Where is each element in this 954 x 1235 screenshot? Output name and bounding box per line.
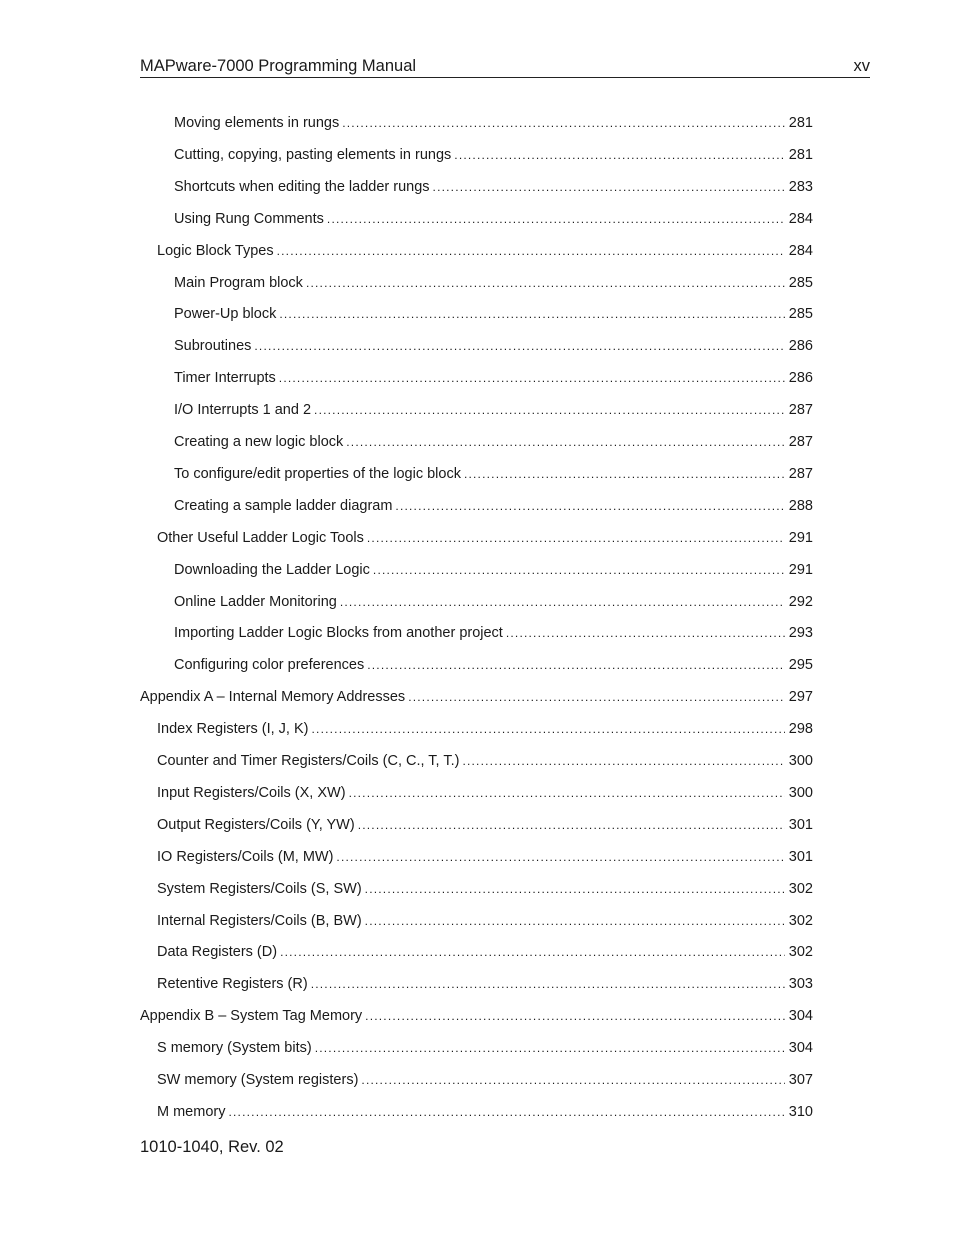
toc-entry-page: 301 (788, 816, 813, 833)
toc-entry-page: 287 (788, 402, 813, 419)
dot-leader (395, 494, 784, 518)
toc-entry[interactable] (174, 430, 813, 454)
toc-entry-title: Index Registers (I, J, K) (157, 721, 309, 738)
dot-leader (306, 271, 785, 295)
dot-leader (327, 207, 785, 231)
toc-entry-page: 304 (788, 1040, 813, 1057)
toc-entry[interactable] (157, 781, 813, 805)
toc-entry-title: Timer Interrupts (174, 370, 276, 387)
toc-entry-title: Shortcuts when editing the ladder rungs (174, 178, 430, 195)
toc-entry-title: Output Registers/Coils (Y, YW) (157, 816, 355, 833)
dot-leader (312, 717, 785, 741)
toc-entry-title: Appendix B – System Tag Memory (140, 1008, 363, 1025)
toc-entry-title: Logic Block Types (157, 242, 274, 259)
toc-entry[interactable] (157, 749, 813, 773)
toc-entry-title: S memory (System bits) (157, 1040, 312, 1057)
toc-entry-page: 291 (788, 561, 813, 578)
toc-entry-page: 281 (788, 115, 813, 131)
toc-entry[interactable] (174, 590, 813, 614)
dot-leader (365, 1004, 785, 1028)
toc-entry[interactable] (157, 1036, 813, 1060)
dot-leader (506, 621, 785, 645)
toc-entry-page: 285 (788, 274, 813, 291)
toc-entry-title: IO Registers/Coils (M, MW) (157, 848, 334, 865)
toc-entry-title: Using Rung Comments (174, 210, 324, 227)
toc-entry-page: 284 (788, 242, 813, 259)
toc-entry-title: System Registers/Coils (S, SW) (157, 880, 362, 897)
toc-entry[interactable] (157, 526, 813, 550)
toc-entry-title: M memory (157, 1103, 226, 1120)
toc-entry[interactable] (157, 877, 813, 901)
dot-leader (314, 398, 785, 422)
toc-entry[interactable] (174, 398, 813, 422)
toc-entry[interactable] (157, 909, 813, 933)
toc-entry-title: Cutting, copying, pasting elements in rungs (174, 146, 452, 163)
toc-entry-page: 301 (788, 848, 813, 865)
dot-leader (346, 430, 785, 454)
toc-entry-title: Counter and Timer Registers/Coils (C, C., T, T.) (157, 753, 460, 769)
dot-leader (336, 845, 784, 869)
toc-entry-title: Appendix A – Internal Memory Addresses (140, 689, 406, 706)
toc-entry-title: Creating a new logic block (174, 434, 344, 450)
toc-entry-page: 284 (788, 210, 813, 227)
toc-entry-page: 293 (788, 625, 813, 642)
toc-entry-page: 304 (788, 1008, 813, 1025)
toc-entry-page: 286 (788, 370, 813, 387)
toc-entry-page: 287 (788, 434, 813, 450)
dot-leader (277, 239, 785, 263)
toc-entry[interactable] (157, 845, 813, 869)
toc-entry[interactable] (174, 111, 813, 135)
dot-leader (342, 111, 785, 135)
document-number: 1010-1040, Rev. 02 (140, 1138, 284, 1156)
toc-entry[interactable] (157, 940, 813, 964)
toc-entry-page: 298 (788, 721, 813, 738)
dot-leader (408, 685, 785, 709)
toc-entry-page: 288 (788, 497, 813, 514)
toc-entry-page: 302 (788, 944, 813, 961)
dot-leader (462, 749, 784, 773)
toc-entry-title: Input Registers/Coils (X, XW) (157, 784, 346, 801)
toc-entry[interactable] (174, 558, 813, 582)
toc-entry[interactable] (174, 621, 813, 645)
dot-leader (340, 590, 785, 614)
dot-leader (311, 972, 785, 996)
toc-entry[interactable] (174, 462, 813, 486)
toc-entry-page: 287 (788, 465, 813, 482)
dot-leader (358, 813, 785, 837)
toc-entry-page: 285 (788, 306, 813, 323)
toc-entry-page: 310 (788, 1103, 813, 1120)
toc-entry-title: Creating a sample ladder diagram (174, 497, 393, 514)
toc-entry-title: Internal Registers/Coils (B, BW) (157, 912, 362, 929)
toc-entry-title: Power-Up block (174, 306, 277, 323)
toc-entry-page: 286 (788, 338, 813, 355)
toc-entry-title: Configuring color preferences (174, 657, 365, 674)
toc-entry-title: Online Ladder Monitoring (174, 593, 337, 610)
page-number: xv (853, 57, 870, 75)
document-title: MAPware-7000 Programming Manual (140, 57, 417, 75)
toc-entry[interactable] (174, 302, 813, 326)
toc-entry-title: To configure/edit properties of the logic block (174, 465, 461, 482)
toc-entry-page: 307 (788, 1072, 813, 1088)
toc-entry[interactable] (174, 143, 813, 167)
toc-entry-title: Retentive Registers (R) (157, 976, 308, 993)
toc-entry[interactable] (174, 334, 813, 358)
toc-entry-page: 283 (788, 178, 813, 195)
toc-entry[interactable] (174, 271, 813, 295)
toc-entry-page: 303 (788, 976, 813, 993)
toc-entry[interactable] (157, 1100, 813, 1124)
toc-entry[interactable] (174, 366, 813, 390)
toc-entry[interactable] (140, 1004, 813, 1028)
toc-entry-page: 302 (788, 912, 813, 929)
toc-entry-page: 297 (788, 689, 813, 706)
toc-entry-title: Data Registers (D) (157, 944, 278, 961)
dot-leader (464, 462, 785, 486)
toc-entry[interactable] (174, 207, 813, 231)
toc-entry-page: 281 (788, 146, 813, 163)
toc-entry-title: Moving elements in rungs (174, 115, 340, 131)
toc-entry[interactable] (157, 813, 813, 837)
toc-entry[interactable] (174, 175, 813, 199)
toc-entry-title: Subroutines (174, 338, 252, 355)
toc-entry[interactable] (157, 1068, 813, 1092)
dot-leader (279, 302, 784, 326)
toc-entry-page: 300 (788, 784, 813, 801)
dot-leader (454, 143, 785, 167)
toc-entry-title: I/O Interrupts 1 and 2 (174, 402, 312, 419)
toc-entry-title: Other Useful Ladder Logic Tools (157, 529, 364, 546)
toc-entry-title: SW memory (System registers) (157, 1072, 359, 1088)
toc-entry-page: 302 (788, 880, 813, 897)
toc-entry-title: Importing Ladder Logic Blocks from another project (174, 625, 503, 642)
toc-entry[interactable] (157, 717, 813, 741)
toc-entry-title: Downloading the Ladder Logic (174, 561, 370, 578)
dot-leader (433, 175, 785, 199)
dot-leader (365, 909, 785, 933)
dot-leader (228, 1100, 784, 1124)
toc-entry[interactable] (174, 494, 813, 518)
toc-entry-page: 300 (788, 753, 813, 769)
dot-leader (280, 940, 785, 964)
dot-leader (367, 526, 785, 550)
toc-entry[interactable] (174, 653, 813, 677)
dot-leader (349, 781, 785, 805)
dot-leader (315, 1036, 785, 1060)
toc-entry-page: 291 (788, 529, 813, 546)
dot-leader (254, 334, 784, 358)
dot-leader (373, 558, 785, 582)
toc-entry-page: 292 (788, 593, 813, 610)
dot-leader (279, 366, 785, 390)
toc-entry-page: 295 (788, 657, 813, 674)
toc-entry[interactable] (157, 239, 813, 263)
toc-entry-title: Main Program block (174, 274, 303, 291)
toc-entry[interactable] (140, 685, 813, 709)
dot-leader (365, 877, 785, 901)
page-header (140, 56, 870, 78)
dot-leader (367, 653, 785, 677)
toc-entry[interactable] (157, 972, 813, 996)
dot-leader (361, 1068, 784, 1092)
